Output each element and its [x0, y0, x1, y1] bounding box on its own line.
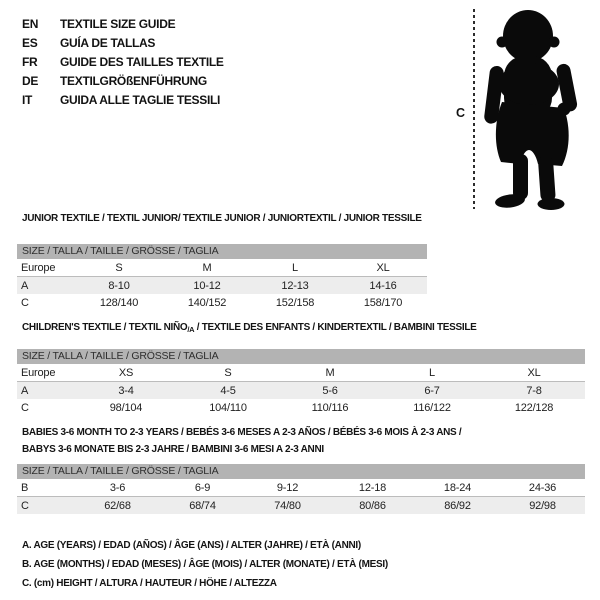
children-title-sub: /A: [187, 325, 195, 334]
footnote-c: C. (cm) HEIGHT / ALTURA / HAUTEUR / HÖHE / ALTEZZA: [22, 578, 277, 589]
row-label-cell: C: [17, 497, 75, 515]
height-measure-dashed-line: [473, 9, 475, 209]
size-cell: 80/86: [330, 497, 415, 515]
row-label-cell: Europe: [21, 261, 56, 274]
junior-size-table: [17, 259, 427, 311]
table-row: [17, 497, 585, 515]
size-cell: 12-13: [251, 277, 339, 295]
size-cell: 6-9: [194, 481, 211, 494]
size-cell: XS: [118, 366, 134, 379]
language-title-list: [22, 15, 224, 110]
table-row: [17, 399, 585, 416]
size-cell: L: [429, 366, 435, 379]
size-cell: 86/92: [415, 497, 500, 515]
size-cell: 140/152: [187, 296, 227, 309]
language-title: TEXTILGRÖßENFÜHRUNG: [60, 74, 207, 88]
size-cell: M: [202, 261, 212, 274]
junior-table-title: JUNIOR TEXTILE / TEXTIL JUNIOR/ TEXTILE JUNIOR / JUNIORTEXTIL / JUNIOR TESSILE: [22, 213, 422, 224]
size-header-label: SIZE / TALLA / TAILLE / GRÖSSE / TAGLIA: [22, 350, 219, 362]
size-cell: 104/110: [209, 401, 247, 414]
size-cell: 116/122: [413, 401, 451, 414]
size-cell: 110/116: [311, 401, 349, 414]
size-cell: 3-6: [109, 481, 126, 494]
children-title-pre: CHILDREN'S TEXTILE / TEXTIL NIÑO: [22, 322, 188, 333]
language-row-en: [22, 15, 224, 34]
size-cell: 3-4: [75, 382, 177, 400]
table-row: [17, 277, 427, 295]
row-label-cell: Europe: [21, 366, 56, 379]
size-cell: 74/80: [245, 497, 330, 515]
table-row: [17, 479, 585, 497]
row-label-cell: C: [21, 296, 29, 309]
size-cell: XL: [376, 261, 390, 274]
size-cell: L: [292, 261, 298, 274]
language-row-it: [22, 91, 224, 110]
size-cell: 98/104: [109, 401, 143, 414]
size-cell: 158/170: [363, 296, 403, 309]
size-cell: 68/74: [160, 497, 245, 515]
size-cell: 4-5: [177, 382, 279, 400]
language-code: DE: [22, 74, 39, 88]
size-cell: 9-12: [276, 481, 299, 494]
language-row-de: [22, 72, 224, 91]
footnote-legend: [22, 536, 388, 593]
size-header-band: [17, 349, 585, 364]
language-title: GUÍA DE TALLAS: [60, 36, 156, 50]
size-cell: XL: [527, 366, 541, 379]
babies-title-line2: BABYS 3-6 MONATE BIS 2-3 JAHRE / BAMBINI 3-6 MESI A 2-3 ANNI: [22, 444, 324, 455]
size-cell: 122/128: [514, 401, 554, 414]
footnote-b: B. AGE (MONTHS) / EDAD (MESES) / ÂGE (MOIS) / ALTER (MONATE) / ETÀ (MESI): [22, 559, 388, 570]
size-header-band: [17, 464, 585, 479]
babies-title-line1: BABIES 3-6 MONTH TO 2-3 YEARS / BEBÉS 3-6 MESES A 2-3 AÑOS / BÉBÉS 3-6 MOIS À 2-3 ANS /: [22, 427, 462, 438]
row-label-cell: A: [17, 382, 75, 400]
language-title: GUIDA ALLE TAGLIE TESSILI: [60, 93, 221, 107]
children-title-post: / TEXTILE DES ENFANTS / KINDERTEXTIL / BAMBINI TESSILE: [194, 322, 477, 333]
language-code: EN: [22, 17, 39, 31]
size-cell: 92/98: [500, 497, 585, 515]
table-row: [17, 382, 585, 400]
size-header-band: [17, 244, 427, 259]
table-row: [17, 259, 427, 277]
children-table-title: [22, 322, 477, 334]
row-label-cell: B: [21, 481, 29, 494]
size-cell: S: [115, 261, 123, 274]
babies-table-title: [22, 424, 461, 458]
row-label-cell: C: [21, 401, 29, 414]
size-cell: 7-8: [483, 382, 585, 400]
children-size-table: [17, 364, 585, 416]
size-cell: 24-36: [528, 481, 557, 494]
size-cell: 5-6: [279, 382, 381, 400]
size-cell: 10-12: [163, 277, 251, 295]
size-cell: M: [325, 366, 335, 379]
size-cell: 128/140: [99, 296, 139, 309]
language-row-es: [22, 34, 224, 53]
language-row-fr: [22, 53, 224, 72]
language-code: IT: [22, 93, 33, 107]
size-cell: 152/158: [275, 296, 315, 309]
size-cell: 12-18: [358, 481, 387, 494]
baby-silhouette-icon: [482, 8, 578, 210]
size-cell: S: [224, 366, 232, 379]
babies-size-table: [17, 479, 585, 514]
size-cell: 14-16: [339, 277, 427, 295]
table-row: [17, 364, 585, 382]
size-cell: 18-24: [443, 481, 472, 494]
language-title: TEXTILE SIZE GUIDE: [60, 17, 176, 31]
footnote-a: A. AGE (YEARS) / EDAD (AÑOS) / ÂGE (ANS) / ALTER (JAHRE) / ETÀ (ANNI): [22, 540, 361, 551]
language-title: GUIDE DES TAILLES TEXTILE: [60, 55, 224, 69]
language-code: FR: [22, 55, 38, 69]
size-cell: 8-10: [75, 277, 163, 295]
size-header-label: SIZE / TALLA / TAILLE / GRÖSSE / TAGLIA: [22, 245, 219, 257]
row-label-cell: A: [17, 277, 75, 295]
size-header-label: SIZE / TALLA / TAILLE / GRÖSSE / TAGLIA: [22, 465, 219, 477]
table-row: [17, 294, 427, 311]
size-cell: 6-7: [381, 382, 483, 400]
size-cell: 62/68: [75, 497, 160, 515]
height-measure-label: C: [456, 106, 466, 120]
language-code: ES: [22, 36, 38, 50]
